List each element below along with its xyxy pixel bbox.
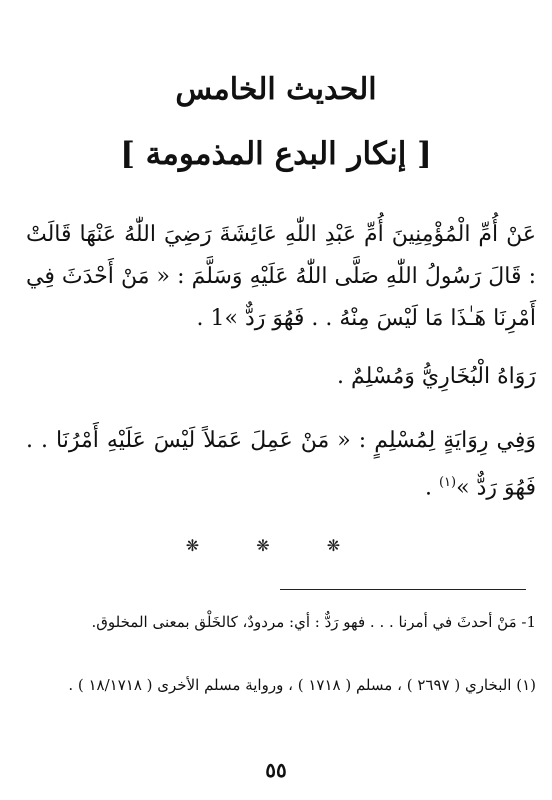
hadith-title: الحديث الخامس [175,72,377,107]
explanation-note: 1- مَنْ أحدثَ في أمرنا . . . فهو رَدٌّ : أي: مردودٌ، كالخَلْق بمعنى المخلوق. [91,613,536,631]
footnote-divider [280,589,526,590]
footnote-reference: (١) [438,475,457,490]
hadith-text-paragraph: عَنْ أُمِّ الْمُؤْمِنِينَ أُمِّ عَبْدِ اللّٰهِ عَائِشَةَ رَضِيَ اللّٰهُ عَنْهَا قَالَتْ : قَالَ رَسُولُ اللّٰهِ صَلَّى اللّٰهُ عَلَيْهِ وَسَلَّمَ : « مَنْ أَحْدَثَ فِي أَمْرِنَا هَـٰذَا مَا لَيْسَ مِنْهُ . . فَهُوَ رَدٌّ »1 . [26,222,536,331]
footnote-1: (١) البخاري ( ٢٦٩٧ ) ، مسلم ( ١٧١٨ ) ، ورواية مسلم الأخرى ( ١٨/١٧١٨ ) . [68,676,536,694]
section-ornament: ❋ ❋ ❋ [185,536,367,555]
topic-title: [ إنكار البدع المذمومة ] [120,136,432,172]
muslim-narration-paragraph [26,420,536,509]
paragraph-end-mark: . [424,475,439,501]
narration-source: رَوَاهُ الْبُخَارِيُّ وَمُسْلِمٌ . [336,364,536,389]
muslim-narration-text: وَفِي رِوَايَةٍ لِمُسْلِمٍ : « مَنْ عَمِلَ عَمَلاً لَيْسَ عَلَيْهِ أَمْرُنَا . . فَهُوَ رَدٌّ » [26,428,536,501]
page-number: ٥٥ [265,758,287,782]
